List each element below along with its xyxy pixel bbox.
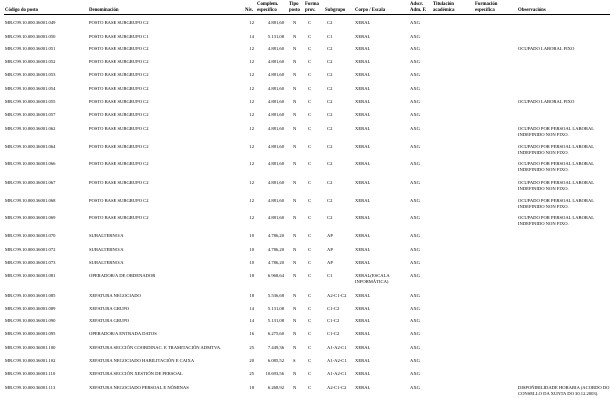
cell-subgroup: A2-C1-C2 (327, 293, 347, 298)
cell-name: POSTO BASE SUBGRUPO C2 (89, 59, 149, 64)
header-level: Nív. (245, 8, 254, 13)
cell-corps: XERAL (355, 180, 371, 185)
cell-obs: OCUPADO LABORAL FIXO (518, 46, 575, 51)
cell-adsc: AXG (410, 358, 420, 363)
cell-form: C (308, 215, 312, 220)
cell-type: N (293, 99, 297, 104)
cell-name: OPERADOR/A ENTRADA DATOS (89, 331, 157, 336)
cell-corps: XERAL (355, 20, 371, 25)
cell-type: N (293, 273, 297, 278)
cell-subgroup: C2 (327, 20, 333, 25)
cell-code: MR.C99.10.000.36001.051 (5, 46, 56, 51)
cell-compl: 4.881,60 (267, 86, 284, 91)
cell-adsc: AXG (410, 72, 420, 77)
cell-level: 12 (249, 180, 254, 185)
cell-name: POSTO BASE SUBGRUPO C2 (89, 161, 149, 166)
header-adsc-2: Adm. F. (410, 8, 427, 13)
cell-code: MR.C99.10.000.36001.110 (5, 371, 56, 376)
cell-name: POSTO BASE SUBGRUPO C2 (89, 144, 149, 149)
cell-adsc: AXG (410, 126, 420, 131)
cell-subgroup: C2 (327, 215, 333, 220)
cell-name: XEFATURA NEGOCIADO (89, 293, 141, 298)
cell-subgroup: A1-A2-C1 (327, 345, 347, 350)
cell-corps: XERAL (355, 345, 371, 350)
cell-adsc: AXG (410, 86, 420, 91)
cell-level: 12 (249, 215, 254, 220)
cell-compl: 4.881,60 (267, 180, 284, 185)
cell-corps: XERAL (355, 198, 371, 203)
cell-type: N (293, 198, 297, 203)
cell-code: MR.C99.10.000.36001.095 (5, 331, 56, 336)
header-obs: Observacións (518, 8, 546, 13)
cell-corps: XERAL (355, 46, 371, 51)
cell-code: MR.C99.10.000.36001.050 (5, 34, 56, 39)
cell-type: N (293, 59, 297, 64)
cell-type: N (293, 161, 297, 166)
cell-name: POSTO BASE SUBGRUPO C1 (89, 34, 149, 39)
cell-type: N (293, 345, 297, 350)
cell-form: C (308, 260, 312, 265)
header-form-1: Forma (305, 2, 319, 7)
cell-level: 12 (249, 86, 254, 91)
cell-obs: OCUPADO LABORAL FIXO (518, 99, 575, 104)
cell-type: N (293, 20, 297, 25)
header-title-1: Titulación (433, 2, 454, 7)
header-compl-2: específico (257, 8, 277, 13)
cell-subgroup: A2-C1-C2 (327, 385, 347, 390)
cell-subgroup: C2 (327, 161, 333, 166)
cell-corps: XERAL (355, 306, 371, 311)
cell-subgroup: A1-A2-C1 (327, 358, 347, 363)
cell-form: C (308, 86, 312, 91)
cell-level: 18 (249, 293, 254, 298)
cell-code: MR.C99.10.000.36001.055 (5, 99, 56, 104)
cell-adsc: AXG (410, 318, 420, 323)
cell-name: OPERADOR/A DE ORDENADOR (89, 273, 156, 278)
cell-form: C (308, 358, 312, 363)
cell-form: C (308, 247, 312, 252)
header-training-1: Formación (475, 2, 498, 7)
cell-type: N (293, 112, 297, 117)
cell-corps: XERAL (355, 371, 371, 376)
header-name: Denominación (89, 8, 119, 13)
cell-form: C (308, 144, 312, 149)
cell-code: MR.C99.10.000.36001.085 (5, 293, 56, 298)
cell-adsc: AXG (410, 215, 420, 220)
cell-subgroup: C2 (327, 198, 333, 203)
cell-code: MR.C99.10.000.36001.089 (5, 306, 56, 311)
cell-form: C (308, 345, 312, 350)
cell-level: 12 (249, 198, 254, 203)
cell-type: N (293, 34, 297, 39)
header-title-2: académica (433, 8, 455, 13)
cell-subgroup: C2 (327, 46, 333, 51)
cell-adsc: AXG (410, 371, 420, 376)
cell-corps: XERAL (355, 144, 371, 149)
cell-code: MR.C99.10.000.36001.068 (5, 198, 56, 203)
cell-name: XEFATURA NEGOCIADO PERSOAL E NÓMINAS (89, 385, 189, 390)
cell-corps: XERAL (355, 72, 371, 77)
cell-adsc: AXG (410, 260, 420, 265)
cell-corps: XERAL (355, 260, 371, 265)
cell-level: 14 (249, 34, 254, 39)
cell-code: MR.C99.10.000.36001.052 (5, 59, 56, 64)
cell-adsc: AXG (410, 180, 420, 185)
cell-form: C (308, 273, 312, 278)
cell-level: 18 (249, 273, 254, 278)
cell-compl: 4.881,60 (267, 198, 284, 203)
cell-compl: 4.881,60 (267, 144, 284, 149)
cell-form: C (308, 34, 312, 39)
cell-code: MR.C99.10.000.36001.113 (5, 385, 56, 390)
cell-adsc: AXG (410, 331, 420, 336)
cell-compl: 4.786,20 (267, 260, 284, 265)
cell-name: SUBALTERNO/A (89, 233, 124, 238)
cell-corps: XERAL (355, 86, 371, 91)
cell-code: MR.C99.10.000.36001.081 (5, 273, 56, 278)
cell-level: 14 (249, 306, 254, 311)
cell-form: C (308, 126, 312, 131)
cell-obs: DISPOÑIBILIDADE HORARIA (ACORDO DO CONSELLO DA XUNTA DO 30.12.2003). (518, 385, 610, 396)
cell-name: XEFATURA NEGOCIADO HABILITACIÓN E CAIXA (89, 358, 195, 363)
cell-level: 12 (249, 20, 254, 25)
cell-form: C (308, 318, 312, 323)
cell-compl: 5.536,68 (267, 293, 284, 298)
cell-code: MR.C99.10.000.36001.062 (5, 126, 56, 131)
cell-compl: 7.449,36 (267, 345, 284, 350)
cell-obs: OCUPADO POR PERSOAL LABORAL INDEFINIDO NON FIXO. (518, 198, 594, 209)
cell-code: MR.C99.10.000.36001.066 (5, 161, 56, 166)
cell-subgroup: AP (327, 260, 333, 265)
cell-code: MR.C99.10.000.36001.069 (5, 215, 56, 220)
cell-adsc: AXG (410, 198, 420, 203)
header-type-1: Tipo (289, 2, 299, 7)
cell-form: C (308, 293, 312, 298)
cell-level: 10 (249, 260, 254, 265)
cell-level: 12 (249, 46, 254, 51)
cell-adsc: AXG (410, 20, 420, 25)
cell-compl: 4.881,60 (267, 46, 284, 51)
cell-corps: XERAL (355, 34, 371, 39)
cell-corps: XERAL (355, 161, 371, 166)
cell-name: XEFATURA SECCIÓN COORDINAC. E TRAMITACIÓN ADMTVA. (89, 345, 222, 350)
cell-corps: XERAL (355, 59, 371, 64)
header-form-2: prov. (305, 8, 316, 13)
cell-name: POSTO BASE SUBGRUPO C2 (89, 126, 149, 131)
cell-compl: 4.881,60 (267, 161, 284, 166)
cell-compl: 4.881,60 (267, 126, 284, 131)
cell-type: N (293, 331, 297, 336)
cell-code: MR.C99.10.000.36001.064 (5, 144, 56, 149)
cell-compl: 4.881,60 (267, 99, 284, 104)
cell-corps: XERAL(ESCALA INFORMÁTICA) (355, 273, 390, 284)
cell-level: 25 (249, 371, 254, 376)
cell-name: XEFATURA SECCIÓN XESTIÓN DE PERSOAL (89, 371, 183, 376)
cell-adsc: AXG (410, 306, 420, 311)
cell-compl: 5.131,08 (267, 34, 284, 39)
cell-subgroup: C2 (327, 86, 333, 91)
cell-form: C (308, 198, 312, 203)
cell-level: 14 (249, 318, 254, 323)
cell-compl: 6.275,60 (267, 331, 284, 336)
cell-code: MR.C99.10.000.36001.102 (5, 358, 56, 363)
cell-subgroup: AP (327, 247, 333, 252)
cell-type: S (293, 358, 296, 363)
cell-compl: 10.693,56 (265, 371, 284, 376)
header-compl-1: Complem. (257, 2, 279, 7)
cell-adsc: AXG (410, 144, 420, 149)
cell-code: MR.C99.10.000.36001.054 (5, 86, 56, 91)
header-adsc-1: Adscr. (410, 2, 424, 7)
cell-form: C (308, 233, 312, 238)
cell-type: N (293, 260, 297, 265)
cell-code: MR.C99.10.000.36001.090 (5, 318, 56, 323)
cell-name: POSTO BASE SUBGRUPO C2 (89, 72, 149, 77)
cell-corps: XERAL (355, 385, 371, 390)
cell-compl: 6.268,92 (267, 385, 284, 390)
cell-subgroup: C2 (327, 144, 333, 149)
cell-level: 20 (249, 358, 254, 363)
cell-adsc: AXG (410, 247, 420, 252)
cell-form: C (308, 59, 312, 64)
cell-code: MR.C99.10.000.36001.049 (5, 20, 56, 25)
cell-subgroup: C2 (327, 59, 333, 64)
cell-form: C (308, 112, 312, 117)
cell-name: POSTO BASE SUBGRUPO C2 (89, 99, 149, 104)
cell-corps: XERAL (355, 126, 371, 131)
cell-adsc: AXG (410, 59, 420, 64)
cell-corps: XERAL (355, 215, 371, 220)
cell-type: N (293, 371, 297, 376)
cell-level: 10 (249, 247, 254, 252)
cell-adsc: AXG (410, 99, 420, 104)
cell-type: N (293, 46, 297, 51)
cell-type: N (293, 233, 297, 238)
cell-name: POSTO BASE SUBGRUPO C2 (89, 20, 149, 25)
cell-name: POSTO BASE SUBGRUPO C2 (89, 198, 149, 203)
cell-name: SUBALTERNO/A (89, 247, 124, 252)
cell-subgroup: A1-A2-C1 (327, 371, 347, 376)
cell-subgroup: C1-C2 (327, 318, 340, 323)
header-training-2: específica (475, 8, 495, 13)
cell-code: MR.C99.10.000.36001.072 (5, 247, 56, 252)
cell-type: N (293, 72, 297, 77)
cell-type: N (293, 385, 297, 390)
header-rule (4, 14, 610, 15)
cell-compl: 4.881,60 (267, 20, 284, 25)
cell-name: POSTO BASE SUBGRUPO C2 (89, 86, 149, 91)
cell-subgroup: C1-C2 (327, 306, 340, 311)
cell-level: 12 (249, 144, 254, 149)
cell-corps: XERAL (355, 293, 371, 298)
cell-subgroup: C2 (327, 126, 333, 131)
cell-form: C (308, 371, 312, 376)
cell-subgroup: C2 (327, 72, 333, 77)
cell-subgroup: C2 (327, 180, 333, 185)
cell-form: C (308, 331, 312, 336)
cell-code: MR.C99.10.000.36001.073 (5, 260, 56, 265)
cell-form: C (308, 180, 312, 185)
cell-level: 18 (249, 385, 254, 390)
cell-level: 16 (249, 331, 254, 336)
cell-corps: XERAL (355, 112, 371, 117)
cell-code: MR.C99.10.000.36001.053 (5, 72, 56, 77)
cell-name: POSTO BASE SUBGRUPO C2 (89, 46, 149, 51)
cell-obs: OCUPADO POR PERSOAL LABORAL INDEFINIDO NON FIXO. (518, 215, 594, 226)
cell-type: N (293, 306, 297, 311)
cell-code: MR.C99.10.000.36001.067 (5, 180, 56, 185)
cell-level: 12 (249, 59, 254, 64)
cell-form: C (308, 161, 312, 166)
cell-corps: XERAL (355, 331, 371, 336)
cell-obs: OCUPADO POR PERSOAL LABORAL INDEFINIDO NON FIXO. (518, 161, 594, 172)
cell-type: N (293, 86, 297, 91)
cell-level: 12 (249, 161, 254, 166)
cell-name: XEFATURA GRUPO (89, 306, 130, 311)
cell-level: 12 (249, 72, 254, 77)
cell-level: 12 (249, 99, 254, 104)
cell-subgroup: C2 (327, 99, 333, 104)
cell-corps: XERAL (355, 99, 371, 104)
cell-adsc: AXG (410, 46, 420, 51)
cell-adsc: AXG (410, 161, 420, 166)
header-type-2: posto (289, 8, 300, 13)
cell-compl: 4.881,60 (267, 72, 284, 77)
cell-adsc: AXG (410, 112, 420, 117)
cell-code: MR.C99.10.000.36001.057 (5, 112, 56, 117)
cell-obs: OCUPADO POR PERSOAL LABORAL INDEFINIDO NON FIXO. (518, 126, 594, 137)
cell-compl: 4.881,60 (267, 59, 284, 64)
cell-compl: 4.786,20 (267, 247, 284, 252)
cell-form: C (308, 72, 312, 77)
cell-form: C (308, 385, 312, 390)
cell-obs: OCUPADO POR PERSOAL LABORAL INDEFINIDO NON FIXO. (518, 180, 594, 191)
cell-name: SUBALTERNO/A (89, 260, 124, 265)
cell-type: N (293, 126, 297, 131)
cell-code: MR.C99.10.000.36001.100 (5, 345, 56, 350)
cell-type: N (293, 144, 297, 149)
cell-adsc: AXG (410, 233, 420, 238)
cell-corps: XERAL (355, 318, 371, 323)
cell-type: N (293, 180, 297, 185)
cell-adsc: AXG (410, 273, 420, 278)
cell-compl: 4.786,20 (267, 233, 284, 238)
cell-form: C (308, 20, 312, 25)
cell-compl: 4.881,60 (267, 112, 284, 117)
cell-subgroup: C1 (327, 273, 333, 278)
cell-name: POSTO BASE SUBGRUPO C2 (89, 112, 149, 117)
cell-type: N (293, 215, 297, 220)
cell-adsc: AXG (410, 293, 420, 298)
cell-subgroup: AP (327, 233, 333, 238)
cell-compl: 5.131,08 (267, 306, 284, 311)
cell-compl: 6.085,52 (267, 358, 284, 363)
cell-corps: XERAL (355, 233, 371, 238)
cell-type: N (293, 293, 297, 298)
cell-adsc: AXG (410, 34, 420, 39)
cell-corps: XERAL (355, 247, 371, 252)
cell-level: 12 (249, 126, 254, 131)
cell-name: POSTO BASE SUBGRUPO C2 (89, 180, 149, 185)
cell-corps: XERAL (355, 358, 371, 363)
cell-level: 10 (249, 233, 254, 238)
cell-subgroup: C1-C2 (327, 331, 340, 336)
cell-form: C (308, 99, 312, 104)
cell-subgroup: C2 (327, 112, 333, 117)
cell-name: XEFATURA GRUPO (89, 318, 130, 323)
header-code: Código do posto (5, 8, 39, 13)
cell-obs: OCUPADO POR PERSOAL LABORAL INDEFINIDO NON FIXO. (518, 144, 594, 155)
cell-type: N (293, 318, 297, 323)
cell-compl: 4.881,60 (267, 215, 284, 220)
cell-adsc: AXG (410, 345, 420, 350)
cell-form: C (308, 306, 312, 311)
cell-level: 25 (249, 345, 254, 350)
cell-code: MR.C99.10.000.36001.070 (5, 233, 56, 238)
cell-name: POSTO BASE SUBGRUPO C2 (89, 215, 149, 220)
cell-subgroup: C1 (327, 34, 333, 39)
cell-adsc: AXG (410, 385, 420, 390)
cell-form: C (308, 46, 312, 51)
header-subgroup: Subgrupo (325, 8, 346, 13)
cell-type: N (293, 247, 297, 252)
header-corps: Corpo / Escala (355, 8, 386, 13)
cell-compl: 5.131,08 (267, 318, 284, 323)
cell-level: 12 (249, 112, 254, 117)
cell-compl: 6.968,64 (267, 273, 284, 278)
